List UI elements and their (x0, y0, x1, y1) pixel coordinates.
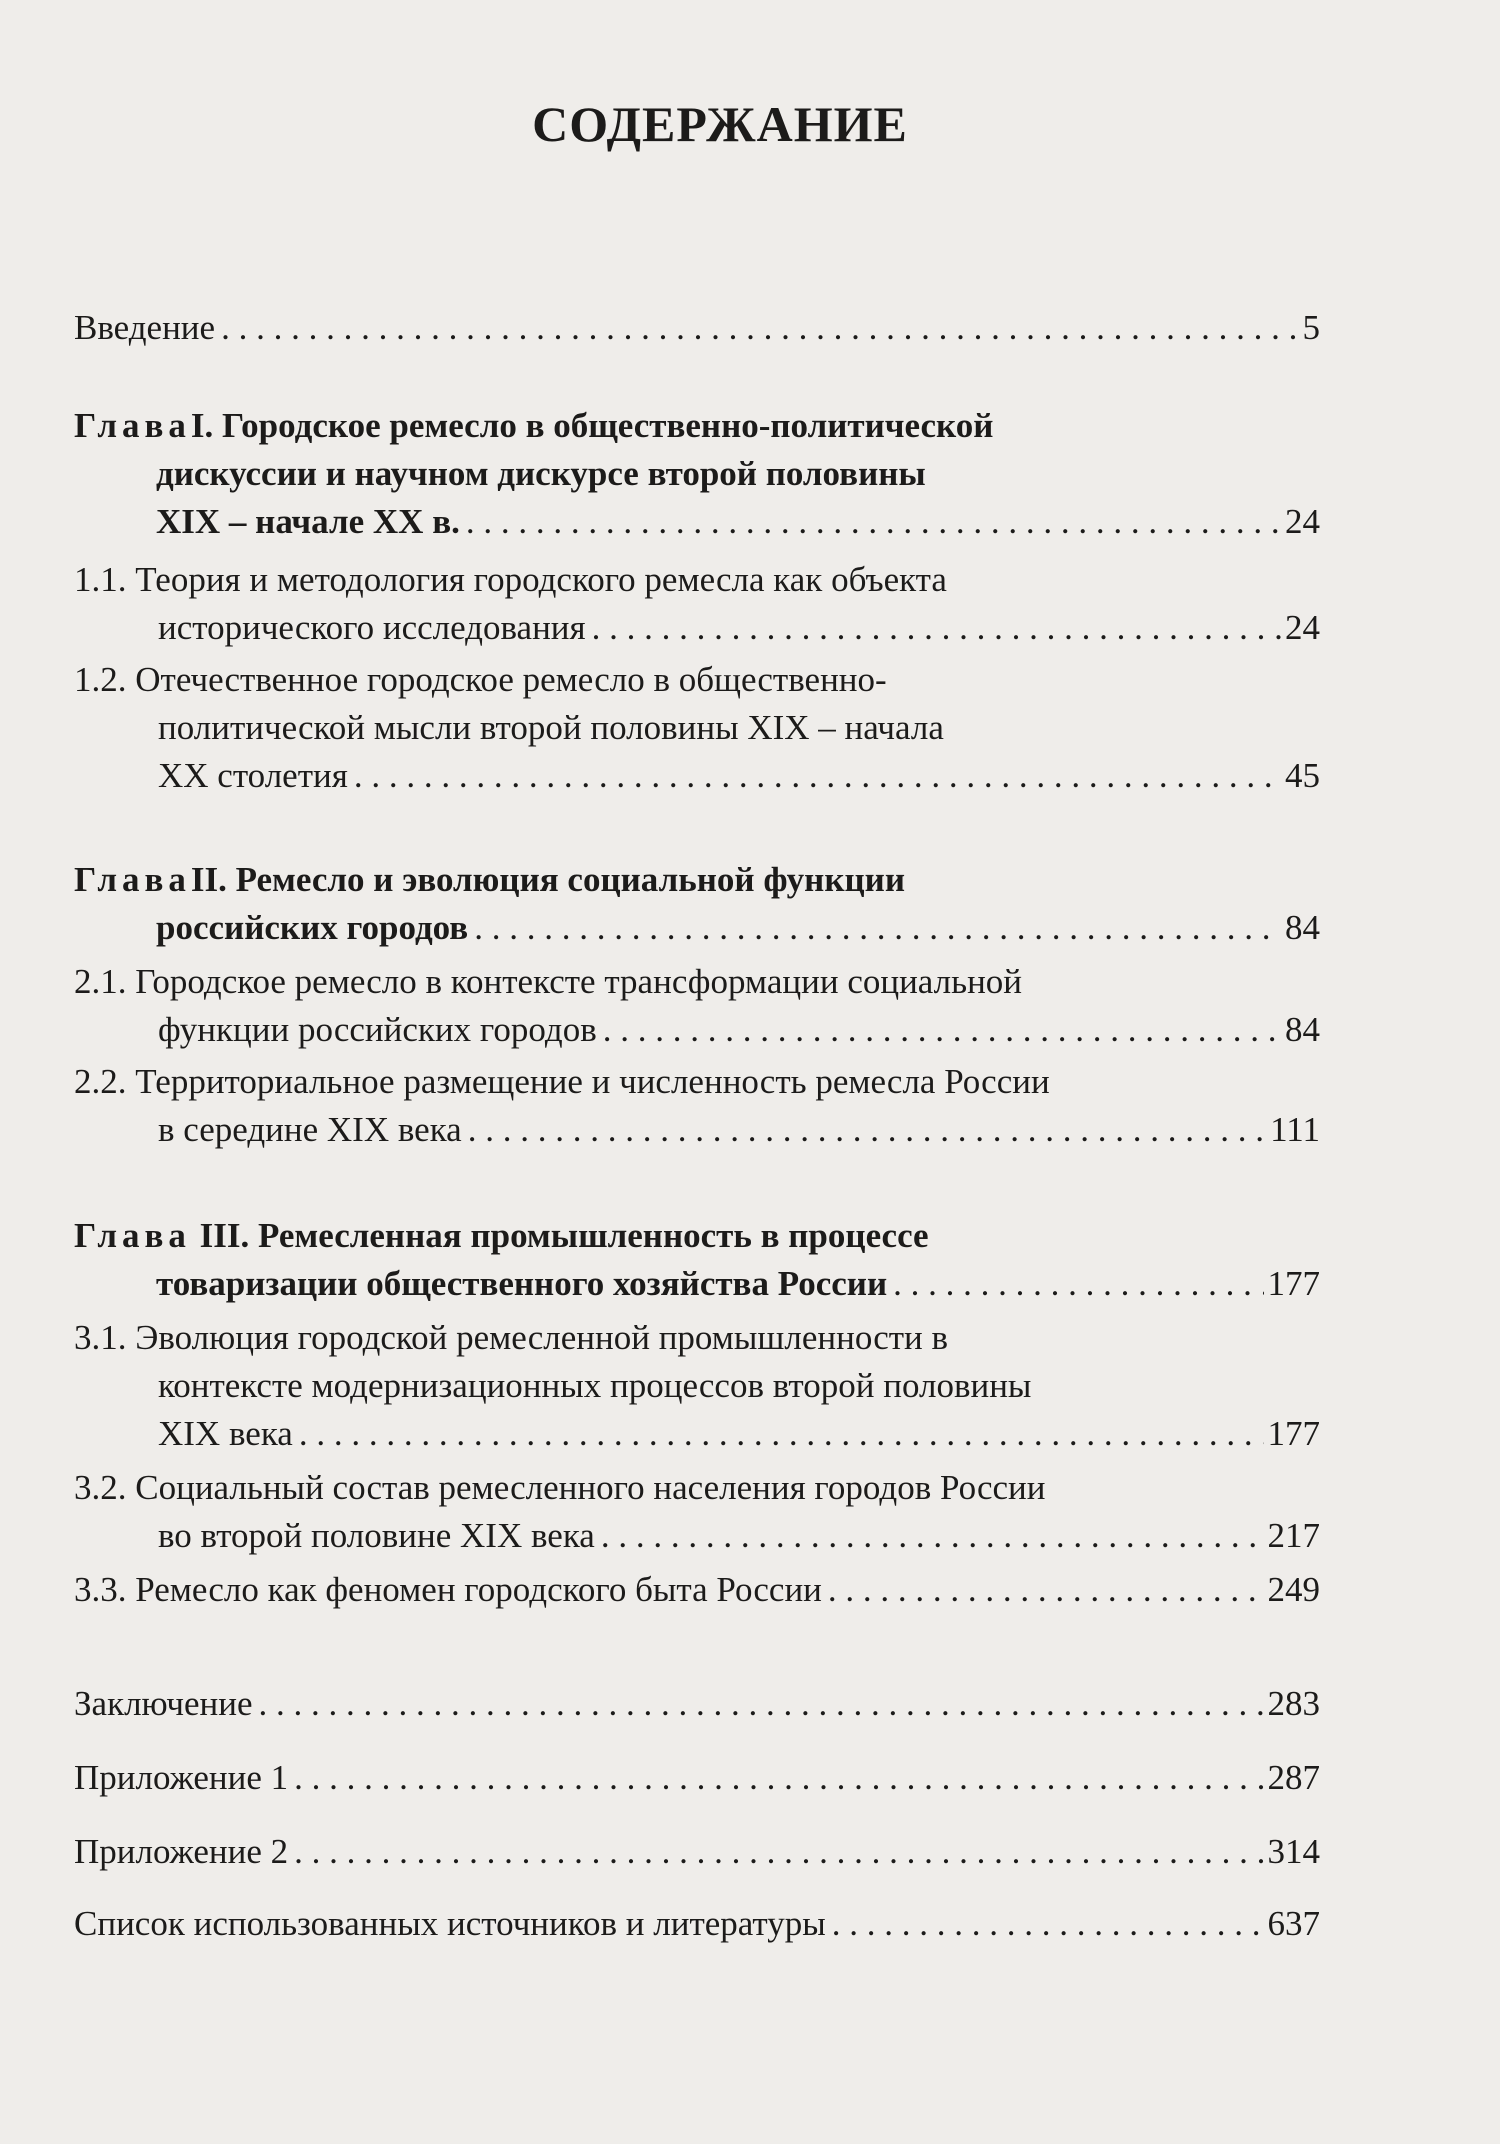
toc-line (74, 1006, 1320, 1054)
page-number: 24 (1285, 608, 1320, 647)
dot-leader (348, 752, 1281, 800)
dot-leader (460, 498, 1281, 546)
toc-line (74, 904, 1320, 952)
toc-entry-section-3-2 (74, 1464, 1320, 1560)
toc-entry-text: товаризации общественного хозяйства России (156, 1264, 888, 1303)
toc-line (74, 498, 1320, 546)
toc-entry-chapter-1 (74, 402, 1320, 546)
page-number: 5 (1302, 308, 1320, 347)
toc-line (74, 958, 1320, 1006)
toc-entry-text: дискуссии и научном дискурсе второй половины (156, 454, 926, 493)
toc-entry-text: 2.1. Городское ремесло в контексте трансформации социальной (74, 962, 1023, 1001)
toc-line (74, 1212, 1320, 1260)
toc-entry-text: в середине XIX века (158, 1110, 462, 1149)
page-number: 249 (1267, 1570, 1320, 1609)
dot-leader (595, 1512, 1264, 1560)
toc-entry-chapter-2 (74, 856, 1320, 952)
toc-line (74, 1314, 1320, 1362)
page-number: 45 (1285, 756, 1320, 795)
toc-line (74, 1828, 1320, 1876)
toc-entry-text: Список использованных источников и литературы (74, 1904, 826, 1943)
toc-line (74, 752, 1320, 800)
dot-leader (288, 1828, 1263, 1876)
toc-entry-section-1-1 (74, 556, 1320, 652)
toc-entry-text: 1.2. Отечественное городское ремесло в общественно- (74, 660, 887, 699)
dot-leader (887, 1260, 1263, 1308)
toc-entry-text: Введение (74, 308, 216, 347)
page-number: 283 (1267, 1684, 1320, 1723)
toc-entry-section-2-1 (74, 958, 1320, 1054)
page-number: 314 (1267, 1832, 1320, 1871)
toc-line (74, 402, 1320, 450)
toc-line (74, 1566, 1320, 1614)
dot-leader (586, 604, 1281, 652)
dot-leader (253, 1680, 1264, 1728)
toc-line (74, 604, 1320, 652)
toc-entry-text: XX столетия (158, 756, 348, 795)
page-number: 84 (1285, 908, 1320, 947)
toc-line (74, 1106, 1320, 1154)
toc-line (74, 1410, 1320, 1458)
dot-leader (215, 304, 1298, 352)
toc-line (74, 704, 1320, 752)
toc-entry-section-3-1 (74, 1314, 1320, 1458)
dot-leader (468, 904, 1281, 952)
page-number: 111 (1270, 1110, 1320, 1149)
toc-line (74, 1362, 1320, 1410)
toc-line (74, 450, 1320, 498)
toc-entry-appendix-2 (74, 1828, 1320, 1876)
toc-entry-text: российских городов (156, 908, 469, 947)
page-number: 84 (1285, 1010, 1320, 1049)
toc-entry-text: Заключение (74, 1684, 253, 1723)
toc-entry-section-2-2 (74, 1058, 1320, 1154)
toc-entry-text: во второй половине XIX века (158, 1516, 595, 1555)
toc-entry-chapter-3 (74, 1212, 1320, 1308)
page-number: 177 (1267, 1264, 1320, 1303)
toc-entry-conclusion (74, 1680, 1320, 1728)
dot-leader (293, 1410, 1264, 1458)
toc-entry-text: Приложение 2 (74, 1832, 289, 1871)
chapter-label: Глава (74, 860, 191, 899)
toc-entry-text: 1.1. Теория и методология городского ремесла как объекта (74, 560, 947, 599)
toc-entry-text: функции российских городов (158, 1010, 597, 1049)
chapter-label: Глава (74, 1216, 191, 1255)
toc-entry-text: II. Ремесло и эволюция социальной функции (190, 860, 905, 899)
dot-leader (826, 1900, 1264, 1948)
toc-entry-text: III. Ремесленная промышленность в процессе (190, 1216, 929, 1255)
toc-line (74, 1058, 1320, 1106)
toc-line (74, 1900, 1320, 1948)
page-number: 637 (1267, 1904, 1320, 1943)
toc-entry-section-3-3 (74, 1566, 1320, 1614)
page-number: 24 (1285, 502, 1320, 541)
toc-entry-text: исторического исследования (158, 608, 586, 647)
toc-line (74, 1260, 1320, 1308)
toc-entry-appendix-1 (74, 1754, 1320, 1802)
toc-line (74, 1512, 1320, 1560)
toc-entry-text: политической мысли второй половины XIX – начала (158, 708, 944, 747)
dot-leader (597, 1006, 1281, 1054)
toc-line (74, 304, 1320, 352)
toc-entry-text: контексте модернизационных процессов второй половины (158, 1366, 1032, 1405)
toc-line (74, 856, 1320, 904)
toc-line (74, 556, 1320, 604)
toc-entry-text: 3.2. Социальный состав ремесленного населения городов России (74, 1468, 1046, 1507)
toc-entry-section-1-2 (74, 656, 1320, 800)
toc-entry-text: 3.3. Ремесло как феномен городского быта России (74, 1570, 822, 1609)
toc-entry-text: XIX – начале XX в. (156, 502, 460, 541)
dot-leader (462, 1106, 1266, 1154)
page-number: 287 (1267, 1758, 1320, 1797)
chapter-label: Глава (74, 406, 191, 445)
page-number: 177 (1267, 1414, 1320, 1453)
toc-line (74, 1464, 1320, 1512)
toc-entry-text: I. Городское ремесло в общественно-политической (190, 406, 994, 445)
toc-entry-bibliography (74, 1900, 1320, 1948)
page-title: СОДЕРЖАНИЕ (532, 96, 908, 152)
toc-entry-introduction (74, 304, 1320, 352)
toc-entry-text: 2.2. Территориальное размещение и численность ремесла России (74, 1062, 1050, 1101)
toc-entry-text: Приложение 1 (74, 1758, 289, 1797)
toc-line (74, 1754, 1320, 1802)
toc-entry-text: XIX века (158, 1414, 293, 1453)
toc-entry-text: 3.1. Эволюция городской ремесленной промышленности в (74, 1318, 949, 1357)
dot-leader (822, 1566, 1264, 1614)
page-number: 217 (1267, 1516, 1320, 1555)
toc-line (74, 656, 1320, 704)
toc-line (74, 1680, 1320, 1728)
dot-leader (288, 1754, 1263, 1802)
